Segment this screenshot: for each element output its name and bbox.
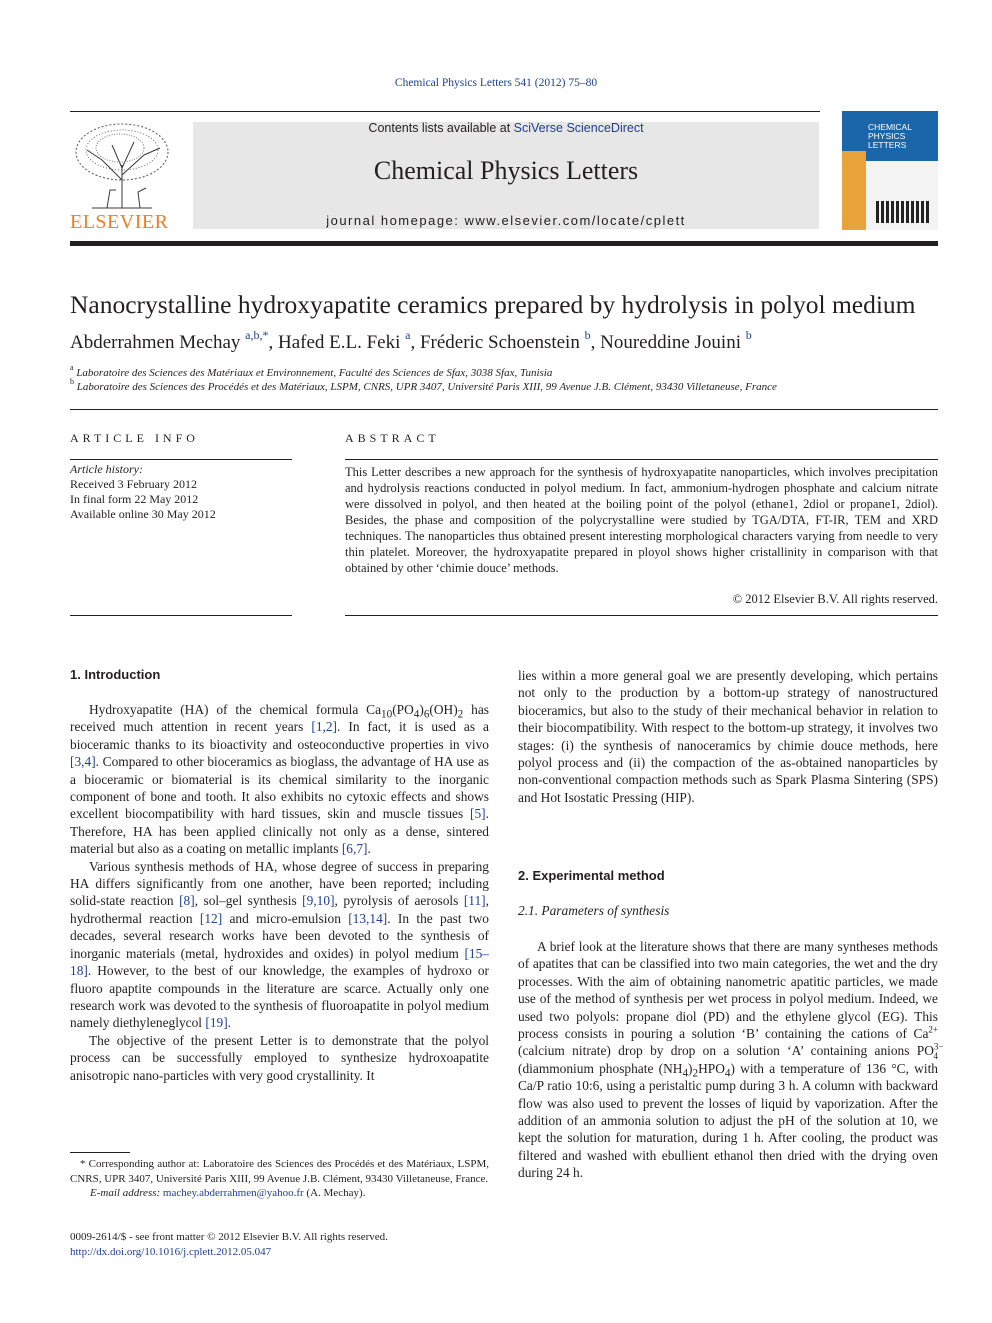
abstract-rule (345, 459, 938, 460)
history-label: Article history: (70, 462, 143, 476)
journal-homepage[interactable]: journal homepage: www.elsevier.com/locate/cplett (326, 213, 686, 228)
affiliation-label: a (70, 363, 74, 373)
affiliation-b (70, 377, 940, 393)
text-run: ) (688, 1060, 693, 1076)
contents-line (193, 121, 819, 135)
text-run: , pyrolysis of aerosols (334, 893, 464, 909)
issn-block (70, 1230, 490, 1260)
text-run: Various synthesis methods of HA, whose degree of success in preparing HA differs significantly from one another, have been reported; including solid-state reaction (70, 858, 489, 909)
intro-column (70, 701, 489, 1084)
text-run: and micro-emulsion (222, 910, 349, 926)
subscript: 4 (933, 1051, 938, 1062)
author-sep: , (410, 332, 420, 353)
email-suffix: (A. Mechay). (303, 1187, 366, 1199)
header-thick-rule (70, 241, 938, 246)
online-date: Available online 30 May 2012 (70, 507, 216, 521)
text-run: HPO (698, 1060, 725, 1076)
experimental-column (518, 938, 944, 1182)
text-run: , hydrothermal reaction (70, 893, 489, 926)
affiliation-label: b (70, 377, 74, 387)
reference-link[interactable]: [8] (179, 893, 195, 909)
abstract-text: This Letter describes a new approach for the synthesis of hydroxyapatite nanoparticles, which involves precipitation and hydrolysis reactions conducted in polyol medium. In fact, ammonium-hydrogen phosphate and calcium nitrate were dissolved in polyol, and then heated at the boiling point of the polyol (ethane1, 2diol or propane1, 2diol). Besides, the phase and composition of the polycrystalline were studied by TGA/DTA, FT-IR, TEM and XRD techniques. The nanoparticles thus obtained present interesting morphological characters varying from needle to very thin platelet. Moreover, the hydroxyapatite prepared in ployol shows higher cristallinity in comparison with that obtained by other ‘chimie douce’ methods. (345, 465, 938, 575)
text-run: , sol–gel synthesis (194, 893, 303, 909)
author-affil-ref[interactable]: b (745, 327, 752, 342)
author-affil-ref[interactable]: b (584, 327, 591, 342)
journal-cover (842, 111, 938, 230)
intro-paragraph-1 (70, 701, 489, 858)
intro-paragraph-2 (70, 858, 489, 1032)
reference-link[interactable]: [3,4] (70, 754, 96, 770)
author-sep: , (590, 332, 601, 353)
text-run: ) (419, 702, 424, 717)
text-run: . In fact, it is used as a bioceramic thanks to its bioactivity and osteoconductive properties in vivo (70, 719, 489, 752)
text-run: (calcium nitrate) drop by drop on a solution ‘A’ containing anions PO (518, 1043, 934, 1059)
subscript: 4 (724, 1067, 731, 1080)
reference-link[interactable]: [5] (470, 806, 486, 822)
section-heading-introduction: 1. Introduction (70, 667, 161, 682)
section-heading-experimental: 2. Experimental method (518, 868, 665, 883)
author-name: Fréderic Schoenstein (419, 332, 580, 353)
journal-citation[interactable]: Chemical Physics Letters 541 (2012) 75–80 (394, 77, 598, 89)
email-link[interactable]: machey.abderrahmen@yahoo.fr (162, 1187, 304, 1199)
journal-title: Chemical Physics Letters (373, 156, 639, 185)
author-name: Hafed E.L. Feki (277, 332, 401, 353)
doi-link[interactable]: http://dx.doi.org/10.1016/j.cplett.2012.05.047 (70, 1246, 272, 1258)
reference-link[interactable]: [1,2] (311, 719, 338, 735)
subsection-heading-synthesis: 2.1. Parameters of synthesis (518, 903, 670, 918)
abstract-heading: ABSTRACT (345, 431, 440, 445)
title-rule (70, 409, 938, 410)
text-run: . (227, 1015, 232, 1031)
reference-link[interactable]: [9,10] (302, 893, 335, 909)
text-run: . (367, 841, 371, 857)
text-run: (diammonium phosphate (NH (518, 1060, 683, 1076)
author-list (70, 327, 940, 354)
author-affil-ref[interactable]: a,b,* (245, 327, 269, 342)
elsevier-tree-logo (72, 120, 172, 210)
reference-link[interactable]: [15–18] (70, 945, 489, 979)
article-title: Nanocrystalline hydroxyapatite ceramics prepared by hydrolysis in polyol medium (70, 290, 916, 319)
superscript: 2+ (928, 1024, 938, 1035)
text-run: Hydroxyapatite (HA) of the chemical formula Ca (89, 702, 382, 717)
author-affil-ref[interactable]: a (405, 327, 411, 342)
cover-graphic (876, 199, 932, 223)
footnote-rule (70, 1152, 130, 1153)
text-run: A brief look at the literature shows that there are many syntheses methods of apatites that can be classified into two main categories, the wet and the dry processes. With the aim of obtaining nanometric apatitic particles, we made use of the method of synthesis per wet process in polyol medium. Indeed, we used two polyols: propane diol (PD) and the ethylene glycol (EG). This process consists in pouring a solution ‘B’ containing the cations of Ca (518, 939, 938, 1042)
intro-paragraph-3-continued: lies within a more general goal we are presently developing, which pertains not only to the production by a bottom-up strategy of nanostructured bioceramics, but also to the study of their mechanical behavior in relation to their biocompatibility. With respect to the bottom-up strategy, it involves two stages: (i) the synthesis of nanoceramics by chimie douce methods, here polyol process and (ii) the compaction of the as-obtained nanoparticles by non-conventional compaction methods such as Spark Plasma Sintering (SPS) and Hot Isostatic Pressing (HIP). (518, 668, 938, 805)
email-label: E-mail address: (90, 1187, 161, 1199)
text-run: . Compared to other bioceramics as bioglass, the advantage of HA use as a bioceramic or biomaterial is its chemical similarity to the inorganic component of bone and tooth. It also exhibits no cytoxic effects and shows excellent biocompatibility with hard tissues, skin and muscle tissues (70, 754, 489, 822)
text-run: has received much attention in recent years (70, 702, 489, 735)
abstract-copyright: © 2012 Elsevier B.V. All rights reserved. (732, 592, 938, 606)
cover-band (842, 151, 866, 230)
corresponding-footnote (70, 1157, 489, 1201)
author-name: Noureddine Jouini (600, 332, 741, 353)
subscript: 2 (692, 1067, 699, 1080)
intro-continuation (518, 667, 938, 806)
text-run: . However, to the best of our knowledge, the examples of hydroxo or fluoro apaptite compounds in the literature are scarce. Actually only one research work was devoted to the synthesis of fluoroapatite in polyol medium namely diethyleneglycol (70, 963, 489, 1031)
reference-link[interactable]: [19] (205, 1015, 228, 1031)
reference-link[interactable]: [6,7] (341, 841, 368, 857)
subscript: 2 (457, 708, 464, 721)
contents-prefix: Contents lists available at (368, 121, 514, 135)
author-sep: , (268, 332, 278, 353)
experimental-paragraph (518, 938, 944, 1182)
author-name: Abderrahmen Mechay (70, 332, 241, 353)
article-info-heading: ARTICLE INFO (70, 431, 199, 445)
reference-link[interactable]: [13,14] (348, 910, 388, 926)
reference-link[interactable]: [12] (199, 910, 223, 926)
header-rule (70, 111, 820, 112)
issn-line: 0009-2614/$ - see front matter © 2012 Elsevier B.V. All rights reserved. (70, 1231, 388, 1243)
sciencedirect-link[interactable]: SciVerse ScienceDirect (513, 121, 644, 135)
affiliation-text: Laboratoire des Sciences des Matériaux et Environnement, Faculté des Sciences de Sfax, 3038 Sfax, Tunisia (76, 367, 553, 379)
affiliation-text: Laboratoire des Sciences des Procédés et des Matériaux, LSPM, CNRS, UPR 3407, Université Paris XIII, 99 Avenue J.B. Clément, 93430 Villetaneuse, France (76, 381, 777, 393)
corresponding-author-note: * Corresponding author at: Laboratoire des Sciences des Procédés et des Matériaux, LSPM, CNRS, UPR 3407, Université Paris XIII, 99 Avenue J.B. Clément, 93430 Villetaneuse, France. (70, 1158, 489, 1185)
subscript: 10 (381, 708, 393, 721)
intro-paragraph-3: The objective of the present Letter is to demonstrate that the polyol process can be successfully employed to synthesize hydroxoapatite anisotropic nano-particles with very good crystallinity. It (70, 1032, 489, 1083)
received-date: Received 3 February 2012 (70, 477, 197, 491)
elsevier-wordmark: ELSEVIER (70, 211, 169, 233)
affiliation-a (70, 363, 940, 379)
article-history (70, 462, 292, 522)
email-note (70, 1186, 489, 1201)
subscript: 4 (413, 708, 420, 721)
abstract-bottom-rule (345, 615, 938, 616)
subscript: 4 (682, 1067, 689, 1080)
reference-link[interactable]: [11] (463, 893, 486, 909)
text-run: ) with a temperature of 136 °C, with Ca/P ratio 10:6, using a peristaltic pump during 3 h. A column with backward flow was also used to prevent the losses of liquid by vaporization. After the addition of an ammonia solution to adjust the pH of the solution at 10, we kept the solution for maturation, during 1 h. After cooling, the product was filtered and washed with ebullient ethanol then dried with the drying oven during 24 h. (518, 1060, 938, 1181)
subscript: 6 (423, 708, 430, 721)
superscript: 3− (933, 1041, 944, 1052)
text-run: . Therefore, HA has been applied clinically not only as a dense, sintered material but also as a coating on metallic implants (70, 806, 489, 857)
info-bottom-rule (70, 615, 292, 616)
text-run: (PO (392, 702, 414, 717)
text-run: (OH) (429, 702, 458, 717)
cover-title: CHEMICAL PHYSICS LETTERS (868, 122, 912, 150)
info-rule (70, 459, 292, 460)
text-run: . In the past two decades, several research works have been devoted to the synthesis of inorganic materials (metal, hydroxides and oxides) in polyol medium (70, 910, 489, 961)
revised-date: In final form 22 May 2012 (70, 492, 199, 506)
